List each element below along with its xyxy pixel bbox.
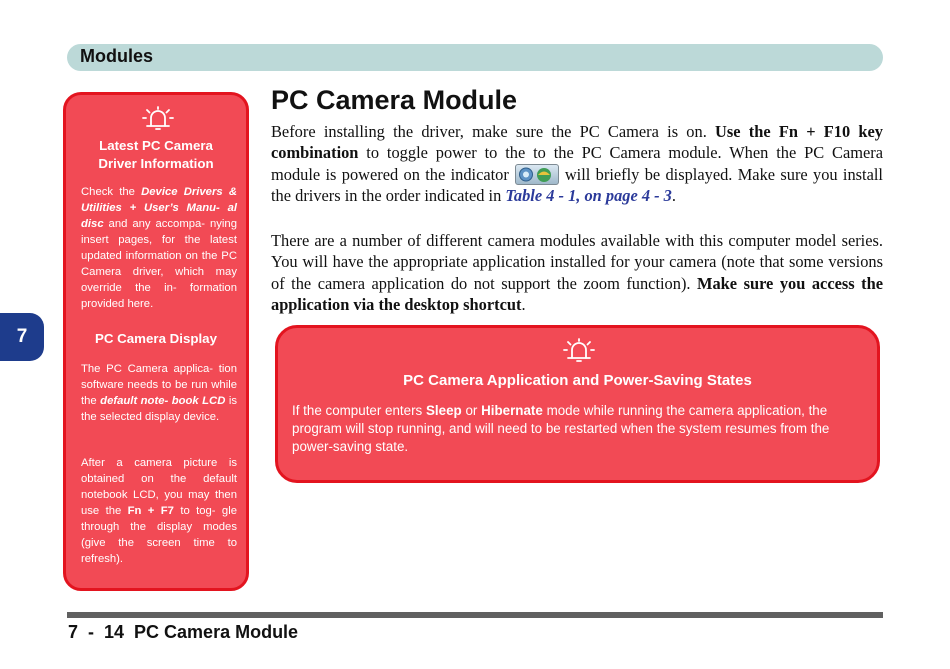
power-saving-callout bbox=[275, 325, 880, 483]
sidebar-note bbox=[63, 92, 249, 591]
camera-indicator-icon bbox=[515, 164, 559, 185]
footer-page-label: 7 - 14 PC Camera Module bbox=[68, 622, 299, 642]
sidebar-note-display-text bbox=[81, 361, 237, 425]
body-paragraph-1 bbox=[271, 121, 883, 207]
body-paragraph-2 bbox=[271, 230, 883, 316]
text-span: will briefly be displayed. Make sure you install the drivers in the order indicated in bbox=[271, 164, 883, 206]
text-span: mode while running the camera application, the program will stop running, and will need to be restarted when the system resumes from the power-saving state. bbox=[292, 403, 830, 454]
sidebar-heading-line: Driver Information bbox=[98, 156, 214, 171]
text-span: or bbox=[461, 403, 482, 418]
text-span: There are a number of different camera modules available with this computer model series. You will have the appropriate application installed for your camera (note that some versions of the camera application do not support the zoom function). bbox=[271, 231, 883, 293]
footer-rule bbox=[67, 612, 883, 618]
text-span: After a camera picture is obtained on the default notebook LCD, you may then use the bbox=[81, 457, 237, 517]
text-span: . bbox=[671, 186, 676, 206]
callout-text bbox=[292, 402, 864, 456]
text-emphasis: Fn + F7 bbox=[127, 505, 174, 517]
text-span: is the selected display device. bbox=[81, 395, 237, 423]
text-span: to tog- gle through the display modes (give the screen time to refresh). bbox=[81, 505, 237, 565]
text-span: If the computer enters bbox=[292, 403, 426, 418]
text-emphasis: default note- book LCD bbox=[100, 395, 226, 407]
text-emphasis: Hibernate bbox=[481, 403, 543, 418]
text-emphasis: Sleep bbox=[425, 403, 462, 418]
sidebar-heading-display: PC Camera Display bbox=[95, 331, 217, 346]
sidebar-heading-driver-info bbox=[76, 137, 236, 173]
callout-heading: PC Camera Application and Power-Saving States bbox=[403, 372, 752, 389]
text-emphasis: Device Drivers & Utilities + User’s Manu- al disc bbox=[81, 186, 237, 230]
sidebar-note-driver-text bbox=[81, 184, 237, 312]
alarm-bell-icon bbox=[562, 338, 596, 364]
page-title: PC Camera Module bbox=[271, 85, 518, 115]
text-span: . bbox=[521, 295, 526, 315]
text-span: The PC Camera applica- tion software needs to be run while the bbox=[81, 363, 237, 407]
chapter-tab[interactable]: 7 bbox=[0, 313, 44, 361]
text-span: Check the bbox=[81, 186, 142, 198]
text-span: and any accompa- nying insert pages, for the latest updated information on the PC Camera driver, which may override the in- formation provided here. bbox=[81, 218, 237, 310]
text-span: to toggle power to the to the PC Camera module. When the PC Camera module is powered on the indicator bbox=[271, 143, 883, 184]
text-emphasis: Make sure you access the application via the desktop shortcut bbox=[271, 273, 883, 315]
sidebar-note-toggle-text bbox=[81, 455, 237, 567]
table-reference-link[interactable]: Table 4 - 1, on page 4 - 3 bbox=[505, 186, 672, 206]
text-span: Before installing the driver, make sure the PC Camera is on. bbox=[271, 122, 716, 141]
text-emphasis: Use the Fn + F10 key combination bbox=[271, 122, 883, 163]
header-bar bbox=[67, 44, 883, 71]
header-title: Modules bbox=[80, 46, 154, 66]
alarm-bell-icon bbox=[142, 106, 174, 132]
sidebar-heading-line: Latest PC Camera bbox=[99, 138, 213, 153]
